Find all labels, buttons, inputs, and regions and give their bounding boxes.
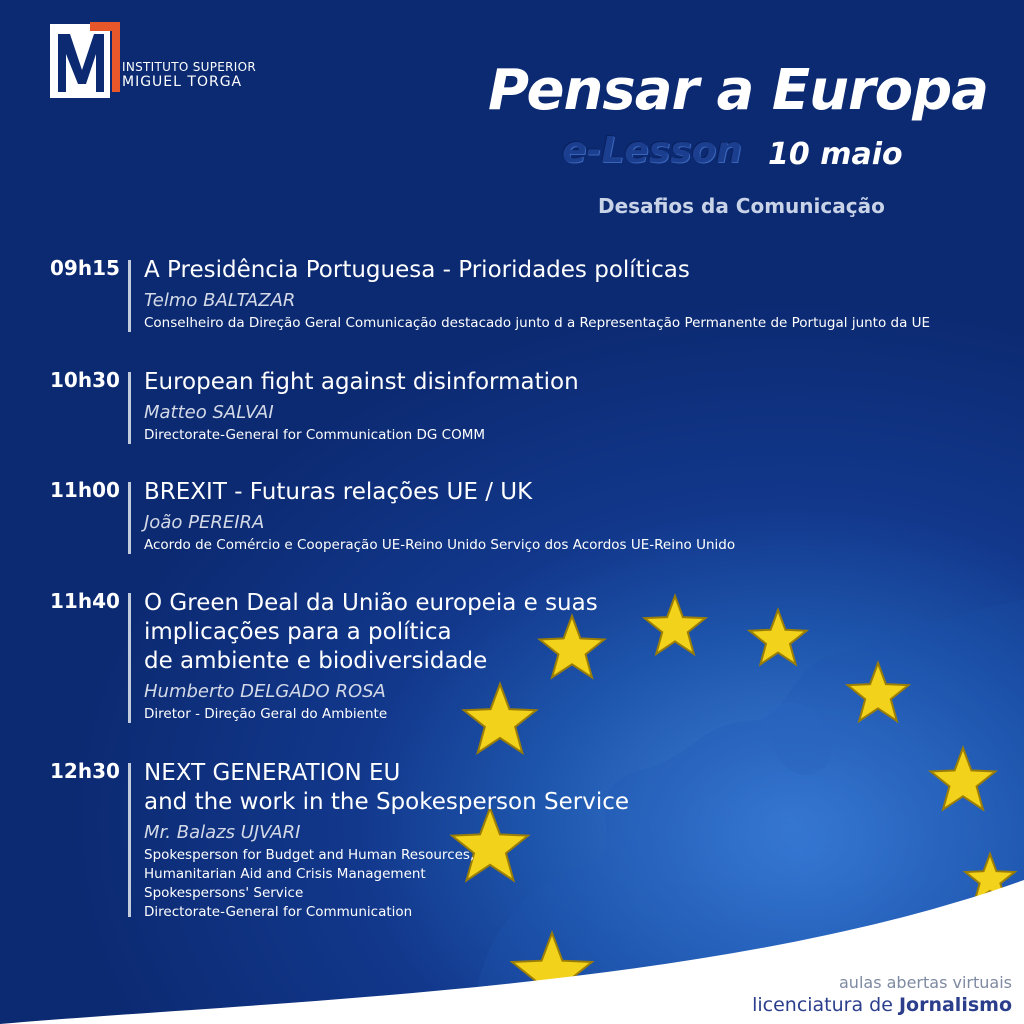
session-role: Humanitarian Aid and Crisis Management <box>144 866 426 882</box>
session-time: 12h30 <box>50 759 120 783</box>
logo-line-2: MIGUEL TORGA <box>122 74 243 90</box>
event-theme: Desafios da Comunicação <box>598 194 885 218</box>
session-title: BREXIT - Futuras relações UE / UK <box>144 479 533 505</box>
session-role: Directorate-General for Communication DG COMM <box>144 427 486 443</box>
session-title: implicações para a política <box>144 619 452 645</box>
session-role: Spokesperson for Budget and Human Resources, <box>144 847 475 863</box>
logo-line-1: INSTITUTO SUPERIOR <box>122 60 256 74</box>
session-time: 10h30 <box>50 368 120 392</box>
session-title: de ambiente e biodiversidade <box>144 648 488 674</box>
page-title: Pensar a Europa <box>488 58 988 123</box>
session-title: O Green Deal da União europeia e suas <box>144 590 598 616</box>
footer-degree <box>752 994 1012 1016</box>
session-time: 11h00 <box>50 478 120 502</box>
footer-degree-name: Jornalismo <box>898 994 1012 1016</box>
session-speaker: Mr. Balazs UJVARI <box>144 822 301 843</box>
session-speaker: Matteo SALVAI <box>144 402 274 423</box>
session-speaker: João PEREIRA <box>144 512 265 533</box>
footer-tagline: aulas abertas virtuais <box>839 973 1012 992</box>
session-title: and the work in the Spokesperson Service <box>144 789 629 815</box>
session-speaker: Telmo BALTAZAR <box>144 290 296 311</box>
session-time: 09h15 <box>50 256 120 280</box>
e-lesson-label: e-Lesson <box>562 130 742 171</box>
session-role: Spokespersons' Service <box>144 885 304 901</box>
session-speaker: Humberto DELGADO ROSA <box>144 681 386 702</box>
session-title: NEXT GENERATION EU <box>144 760 401 786</box>
footer-degree-prefix: licenciatura de <box>752 994 899 1016</box>
session-role: Diretor - Direção Geral do Ambiente <box>144 706 388 722</box>
event-date: 10 maio <box>768 137 903 172</box>
session-title: A Presidência Portuguesa - Prioridades políticas <box>144 257 690 283</box>
session-role: Acordo de Comércio e Cooperação UE-Reino Unido Serviço dos Acordos UE-Reino Unido <box>144 537 736 553</box>
session-role: Directorate-General for Communication <box>144 904 413 920</box>
session-title: European fight against disinformation <box>144 369 579 395</box>
session-role: Conselheiro da Direção Geral Comunicação destacado junto d a Representação Permanente de Portugal junto da UE <box>144 315 931 331</box>
session-time: 11h40 <box>50 589 120 613</box>
